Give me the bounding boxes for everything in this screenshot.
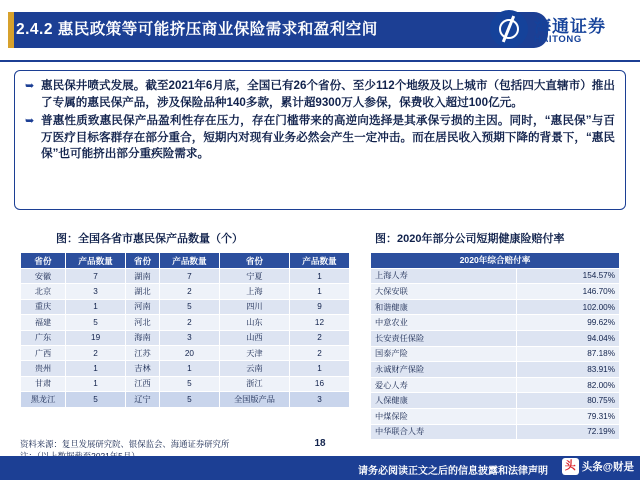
table-row bbox=[21, 345, 350, 360]
logo-mark-icon bbox=[490, 10, 528, 48]
table-row bbox=[371, 346, 620, 362]
table-cell: 12 bbox=[289, 315, 349, 330]
table-cell: 9 bbox=[289, 299, 349, 314]
table-row bbox=[371, 330, 620, 346]
table-cell: 宁夏 bbox=[219, 269, 289, 284]
table-cell: 2 bbox=[159, 284, 219, 299]
table-cell: 5 bbox=[159, 392, 219, 407]
company-name-cell: 大保安联 bbox=[371, 284, 517, 300]
table-cell: 甘肃 bbox=[21, 376, 66, 391]
watermark bbox=[562, 458, 634, 475]
table-row bbox=[21, 299, 350, 314]
slide-content bbox=[0, 62, 640, 456]
table-cell: 1 bbox=[66, 361, 126, 376]
table-cell: 1 bbox=[159, 361, 219, 376]
table-cell: 江苏 bbox=[126, 345, 160, 360]
column-header: 省份 bbox=[219, 253, 289, 269]
table-cell: 河北 bbox=[126, 315, 160, 330]
table-cell: 7 bbox=[159, 269, 219, 284]
table-cell: 广西 bbox=[21, 345, 66, 360]
table-cell: 福建 bbox=[21, 315, 66, 330]
payout-ratio-cell: 99.62% bbox=[516, 315, 619, 331]
watermark-label: 头条@财是 bbox=[581, 461, 634, 473]
bullet-text: 普惠性质致惠民保产品盈利性存在压力，存在门槛带来的高逆向选择是其承保亏损的主因。同时，“惠民保”与百万医疗目标客群存在部分重合，短期内对现有业务必然会产生一定冲击。而在居民收入预期下降的背景下，“惠民保”也可能挤出部分重疾险需求。 bbox=[41, 114, 615, 161]
table-cell: 3 bbox=[66, 284, 126, 299]
left-table-caption: 图：全国各省市惠民保产品数量（个） bbox=[56, 233, 243, 245]
payout-ratio-cell: 82.00% bbox=[516, 377, 619, 393]
bullet-item bbox=[25, 113, 615, 163]
bullet-arrow-icon: ➥ bbox=[25, 80, 35, 92]
right-table-caption: 图：2020年部分公司短期健康险赔付率 bbox=[375, 233, 565, 245]
table-cell: 1 bbox=[289, 269, 349, 284]
payout-ratio-cell: 79.31% bbox=[516, 408, 619, 424]
table-cell: 20 bbox=[159, 345, 219, 360]
table-cell: 1 bbox=[289, 284, 349, 299]
disclaimer-text: 请务必阅读正文之后的信息披露和法律声明 bbox=[358, 466, 548, 477]
page-number: 18 bbox=[314, 438, 326, 449]
table-cell: 2 bbox=[289, 330, 349, 345]
table-header-row bbox=[21, 253, 350, 269]
table-row bbox=[21, 361, 350, 376]
table-cell: 1 bbox=[66, 376, 126, 391]
logo-name-en: HAITONG bbox=[534, 34, 582, 45]
table-cell: 湖南 bbox=[126, 269, 160, 284]
table-cell: 5 bbox=[159, 376, 219, 391]
table-cell: 天津 bbox=[219, 345, 289, 360]
table-cell: 浙江 bbox=[219, 376, 289, 391]
company-name-cell: 长安责任保险 bbox=[371, 330, 517, 346]
table-row bbox=[21, 330, 350, 345]
company-name-cell: 中煤保险 bbox=[371, 408, 517, 424]
table-row bbox=[371, 393, 620, 409]
table-row bbox=[371, 362, 620, 378]
bullet-item bbox=[25, 78, 615, 111]
company-name-cell: 上海人寿 bbox=[371, 268, 517, 284]
table-cell: 5 bbox=[66, 392, 126, 407]
table-row bbox=[371, 268, 620, 284]
table-cell: 贵州 bbox=[21, 361, 66, 376]
company-name-cell: 中意农业 bbox=[371, 315, 517, 331]
bullet-arrow-icon: ➥ bbox=[25, 115, 35, 128]
table-cell: 广东 bbox=[21, 330, 66, 345]
table-cell: 吉林 bbox=[126, 361, 160, 376]
health-insurance-payout-table bbox=[370, 252, 620, 440]
column-header: 产品数量 bbox=[289, 253, 349, 269]
table-cell: 5 bbox=[159, 299, 219, 314]
table-row bbox=[21, 269, 350, 284]
column-header: 省份 bbox=[126, 253, 160, 269]
payout-ratio-cell: 154.57% bbox=[516, 268, 619, 284]
table-cell: 1 bbox=[66, 299, 126, 314]
source-line-1: 资料来源：复旦发展研究院、银保监会、海通证券研究所 bbox=[20, 439, 230, 449]
table-cell: 重庆 bbox=[21, 299, 66, 314]
provinces-product-count-table bbox=[20, 252, 350, 408]
slide-header bbox=[0, 0, 640, 62]
company-name-cell: 中华联合人寿 bbox=[371, 424, 517, 440]
table-header-row bbox=[371, 253, 620, 269]
table-cell: 江西 bbox=[126, 376, 160, 391]
payout-ratio-cell: 94.04% bbox=[516, 330, 619, 346]
table-cell: 辽宁 bbox=[126, 392, 160, 407]
payout-ratio-cell: 80.75% bbox=[516, 393, 619, 409]
table-cell: 5 bbox=[66, 315, 126, 330]
logo-name-cn: 海通证券 bbox=[534, 17, 606, 36]
table-cell: 16 bbox=[289, 376, 349, 391]
table-cell: 四川 bbox=[219, 299, 289, 314]
table-row bbox=[371, 377, 620, 393]
toutiao-icon: 头 bbox=[562, 458, 579, 475]
haitong-logo bbox=[484, 6, 634, 54]
company-name-cell: 人保健康 bbox=[371, 393, 517, 409]
table-row bbox=[21, 315, 350, 330]
bullet-text: 惠民保井喷式发展。截至2021年6月底，全国已有26个省份、至少112个地级及以上城市（包括四大直辖市）推出了专属的惠民保产品，涉及保险品种140多款，累计超9300万人参保，保费收入超过100亿元。 bbox=[41, 79, 615, 109]
table-row bbox=[21, 392, 350, 407]
column-header: 省份 bbox=[21, 253, 66, 269]
company-name-cell: 爱心人寿 bbox=[371, 377, 517, 393]
table-cell: 湖北 bbox=[126, 284, 160, 299]
table-cell: 黑龙江 bbox=[21, 392, 66, 407]
table-cell: 云南 bbox=[219, 361, 289, 376]
page-title: 2.4.2 惠民政策等可能挤压商业保险需求和盈利空间 bbox=[16, 21, 378, 38]
bullet-box bbox=[14, 70, 626, 210]
company-name-cell: 永诚财产保险 bbox=[371, 362, 517, 378]
table-cell: 19 bbox=[66, 330, 126, 345]
payout-ratio-cell: 72.19% bbox=[516, 424, 619, 440]
payout-ratio-cell: 87.18% bbox=[516, 346, 619, 362]
table-cell: 2 bbox=[289, 345, 349, 360]
table-row bbox=[21, 376, 350, 391]
table-cell: 海南 bbox=[126, 330, 160, 345]
table-cell: 上海 bbox=[219, 284, 289, 299]
table-row bbox=[371, 408, 620, 424]
column-header: 产品数量 bbox=[66, 253, 126, 269]
table-cell: 2 bbox=[66, 345, 126, 360]
company-name-cell: 国泰产险 bbox=[371, 346, 517, 362]
table-row bbox=[371, 284, 620, 300]
table-cell: 3 bbox=[159, 330, 219, 345]
payout-ratio-cell: 146.70% bbox=[516, 284, 619, 300]
table-cell: 全国版产品 bbox=[219, 392, 289, 407]
payout-ratio-cell: 83.91% bbox=[516, 362, 619, 378]
table-cell: 2 bbox=[159, 315, 219, 330]
table-cell: 7 bbox=[66, 269, 126, 284]
table-row bbox=[21, 284, 350, 299]
payout-ratio-cell: 102.00% bbox=[516, 299, 619, 315]
table-cell: 安徽 bbox=[21, 269, 66, 284]
table-cell: 河南 bbox=[126, 299, 160, 314]
table-cell: 1 bbox=[289, 361, 349, 376]
table-row bbox=[371, 299, 620, 315]
table-cell: 山西 bbox=[219, 330, 289, 345]
column-header: 产品数量 bbox=[159, 253, 219, 269]
table-cell: 山东 bbox=[219, 315, 289, 330]
table-cell: 北京 bbox=[21, 284, 66, 299]
company-name-cell: 和谐健康 bbox=[371, 299, 517, 315]
table-row bbox=[371, 315, 620, 331]
table-cell: 3 bbox=[289, 392, 349, 407]
column-header: 2020年综合赔付率 bbox=[371, 253, 620, 269]
